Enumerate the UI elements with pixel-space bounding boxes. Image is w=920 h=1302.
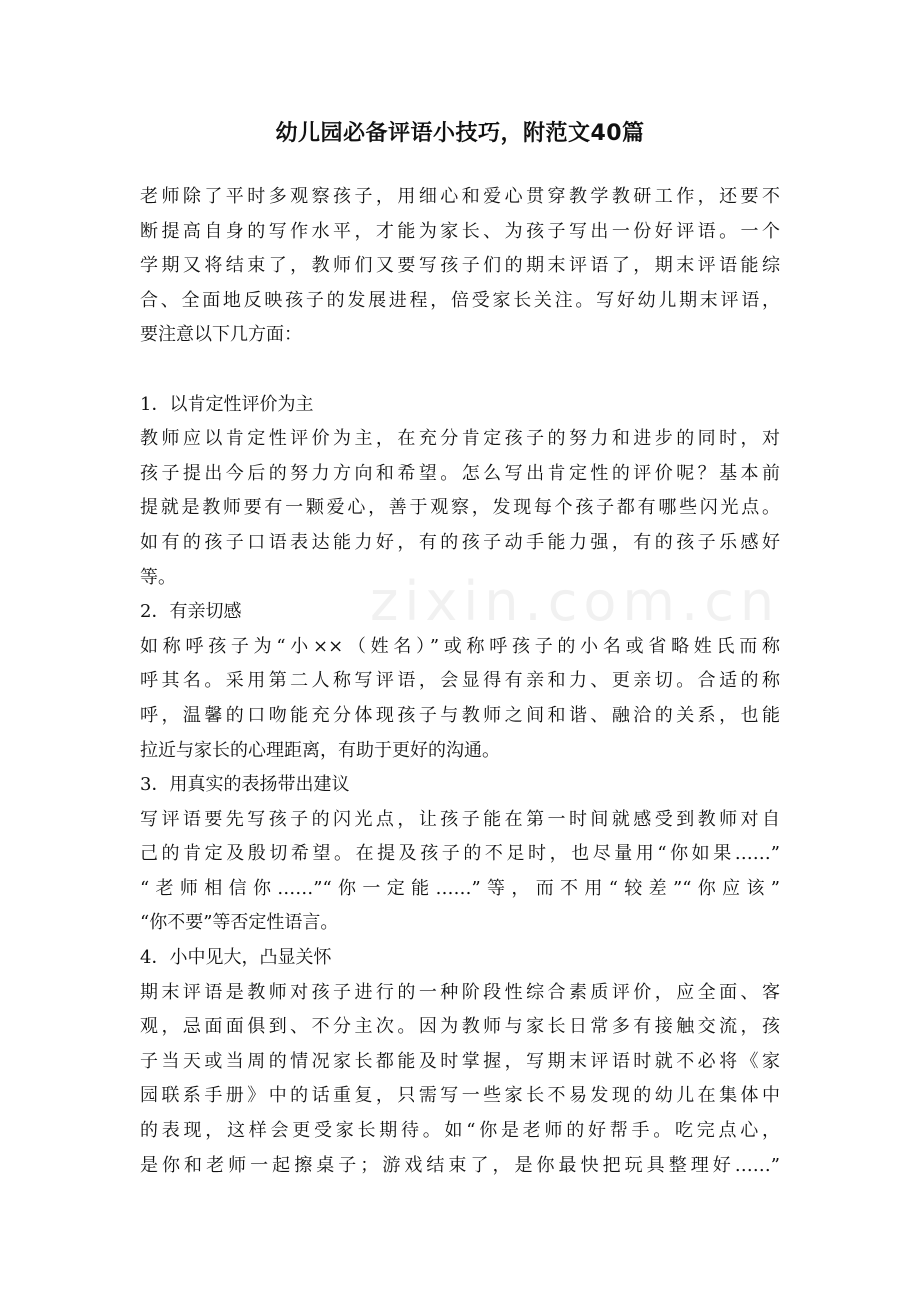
text-line: 观，忌面面俱到、不分主次。因为教师与家长日常多有接触交流，孩	[140, 1016, 780, 1038]
text-line: 孩子提出今后的努力方向和希望。怎么写出肯定性的评价呢？基本前	[140, 462, 780, 484]
document-body	[140, 180, 780, 1183]
section-4	[140, 941, 780, 1183]
section-heading: 1．以肯定性评价为主	[140, 393, 314, 415]
text-line: 如有的孩子口语表达能力好，有的孩子动手能力强，有的孩子乐感好	[140, 531, 780, 553]
intro-paragraph	[140, 180, 780, 353]
text-line: 写评语要先写孩子的闪光点，让孩子能在第一时间就感受到教师对自	[140, 808, 780, 830]
page-title: 幼儿园必备评语小技巧，附范文40篇	[275, 121, 645, 146]
paragraph-spacer	[140, 353, 780, 388]
text-line: 教师应以肯定性评价为主，在充分肯定孩子的努力和进步的同时，对	[140, 428, 780, 450]
text-line: “老师相信你……”“你一定能……”等，而不用“较差”“你应该”	[140, 877, 780, 899]
text-line: 园联系手册》中的话重复，只需写一些家长不易发现的幼儿在集体中	[140, 1085, 780, 1107]
text-line: 是你和老师一起擦桌子；游戏结束了，是你最快把玩具整理好……”	[140, 1154, 780, 1176]
text-line: 如称呼孩子为“小××（姓名）”或称呼孩子的小名或省略姓氏而称	[140, 635, 780, 657]
text-line: “你不要”等否定性语言。	[140, 912, 339, 934]
text-line: 己的肯定及殷切希望。在提及孩子的不足时，也尽量用“你如果……”	[140, 843, 780, 865]
text-line: 要注意以下几方面：	[140, 324, 302, 346]
section-heading: 3．用真实的表扬带出建议	[140, 774, 350, 796]
text-line: 子当天或当周的情况家长都能及时掌握，写期末评语时就不必将《家	[140, 1050, 780, 1072]
text-line: 呼，温馨的口吻能充分体现孩子与教师之间和谐、融洽的关系，也能	[140, 704, 780, 726]
watermark: zixin.com.cn	[370, 570, 781, 633]
section-heading: 2．有亲切感	[140, 601, 242, 623]
text-line: 合、全面地反映孩子的发展进程，倍受家长关注。写好幼儿期末评语，	[140, 289, 780, 311]
section-1	[140, 388, 780, 596]
text-line: 老师除了平时多观察孩子，用细心和爱心贯穿教学教研工作，还要不	[140, 186, 780, 207]
text-line: 断提高自身的写作水平，才能为家长、为孩子写出一份好评语。一个	[140, 220, 780, 242]
section-heading: 4．小中见大，凸显关怀	[140, 947, 332, 969]
text-line: 拉近与家长的心理距离，有助于更好的沟通。	[140, 739, 500, 761]
text-line: 等。	[140, 566, 176, 588]
section-3	[140, 768, 780, 941]
text-line: 的表现，这样会更受家长期待。如“你是老师的好帮手。吃完点心，	[140, 1120, 780, 1142]
text-line: 呼其名。采用第二人称写评语，会显得有亲和力、更亲切。合适的称	[140, 670, 780, 692]
text-line: 期末评语是教师对孩子进行的一种阶段性综合素质评价，应全面、客	[140, 981, 780, 1003]
text-line: 提就是教师要有一颗爱心，善于观察，发现每个孩子都有哪些闪光点。	[140, 497, 780, 519]
section-2	[140, 595, 780, 768]
text-line: 学期又将结束了，教师们又要写孩子们的期末评语了，期末评语能综	[140, 255, 780, 277]
